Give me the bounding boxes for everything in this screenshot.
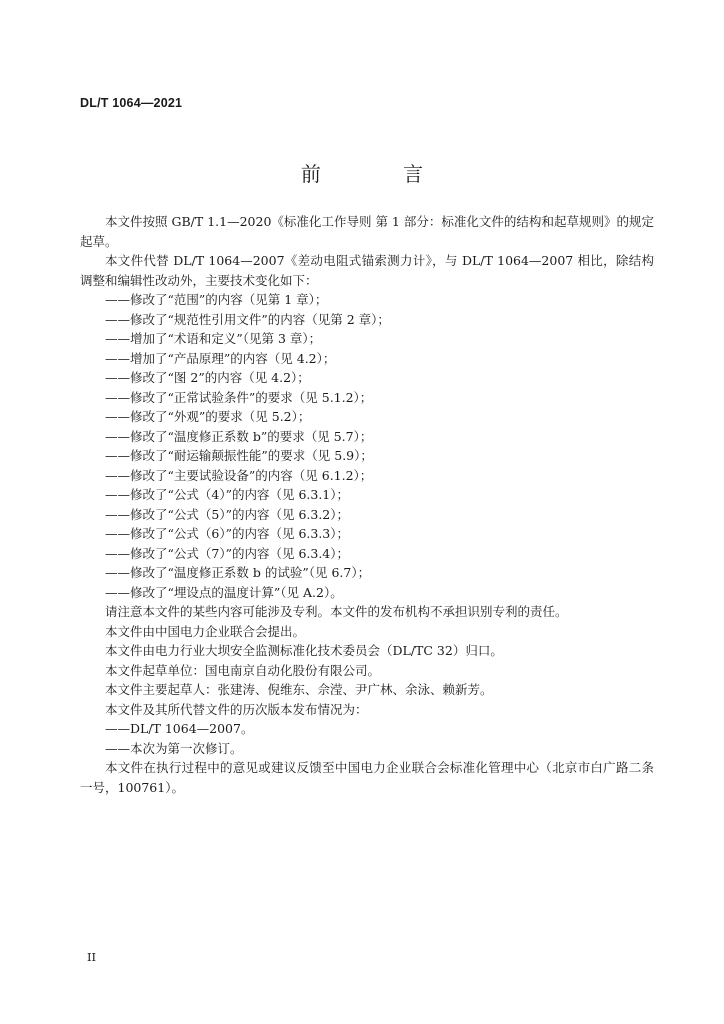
list-item: ——修改了“公式（4）”的内容（见 6.3.1）； [105, 487, 350, 502]
list-item: ——修改了“主要试验设备”的内容（见 6.1.2）； [105, 467, 373, 483]
list-item: ——增加了“产品原理”的内容（见 4.2）； [105, 350, 336, 366]
notice-drafters: 本文件主要起草人：张建涛、倪维东、佘滢、尹广林、余泳、赖新芳。 [105, 682, 493, 697]
list-item: ——修改了“温度修正系数 b”的要求（见 5.7）； [105, 428, 373, 444]
notice-proposer: 本文件由中国电力企业联合会提出。 [105, 623, 306, 639]
list-item: ——DL/T 1064—2007。 [105, 721, 254, 736]
paragraph-replacement: 本文件代替 DL/T 1064—2007《差动电阻式锚索测力计》，与 DL/T 1064—2007 相比，除结构调整和编辑性改动外，主要技术变化如下： [80, 253, 654, 288]
standard-code: DL/T 1064—2021 [80, 96, 183, 110]
list-item: ——修改了“规范性引用文件”的内容（见第 2 章）； [105, 311, 390, 327]
list-item: ——修改了“范围”的内容（见第 1 章）； [105, 292, 328, 307]
list-item: ——修改了“埋设点的温度计算”（见 A.2）。 [105, 584, 343, 600]
list-item: ——本次为第一次修订。 [105, 740, 243, 756]
paragraph-feedback: 本文件在执行过程中的意见或建议反馈至中国电力企业联合会标准化管理中心（北京市白广路二条一号，100761）。 [80, 760, 654, 795]
history-list [80, 719, 654, 758]
changes-list [80, 290, 654, 602]
list-item: ——修改了“图 2”的内容（见 4.2）； [105, 370, 310, 385]
paragraph-drafting-rules: 本文件按照 GB/T 1.1—2020《标准化工作导则 第 1 部分：标准化文件的结构和起草规则》的规定起草。 [80, 214, 654, 249]
document-body [80, 212, 654, 797]
list-item: ——修改了“公式（6）”的内容（见 6.3.3）； [105, 526, 350, 541]
notice-committee: 本文件由电力行业大坝安全监测标准化技术委员会（DL/TC 32）归口。 [105, 643, 503, 658]
list-item: ——增加了“术语和定义”（见第 3 章）； [105, 331, 322, 346]
notice-history-intro: 本文件及其所代替文件的历次版本发布情况为： [105, 701, 368, 717]
list-item: ——修改了“公式（7）”的内容（见 6.3.4）； [105, 545, 350, 561]
list-item: ——修改了“温度修正系数 b 的试验”（见 6.7）； [105, 565, 371, 580]
notice-patent: 请注意本文件的某些内容可能涉及专利。本文件的发布机构不承担识别专利的责任。 [105, 604, 568, 619]
page-title: 前 言 [300, 162, 462, 186]
notice-drafting-unit: 本文件起草单位：国电南京自动化股份有限公司。 [105, 662, 381, 678]
list-item: ——修改了“公式（5）”的内容（见 6.3.2）； [105, 506, 350, 522]
page-number: II [87, 950, 97, 964]
list-item: ——修改了“耐运输颠振性能”的要求（见 5.9）； [105, 448, 373, 463]
list-item: ——修改了“正常试验条件”的要求（见 5.1.2）； [105, 389, 373, 405]
list-item: ——修改了“外观”的要求（见 5.2）； [105, 409, 311, 424]
notices-list [80, 602, 654, 719]
